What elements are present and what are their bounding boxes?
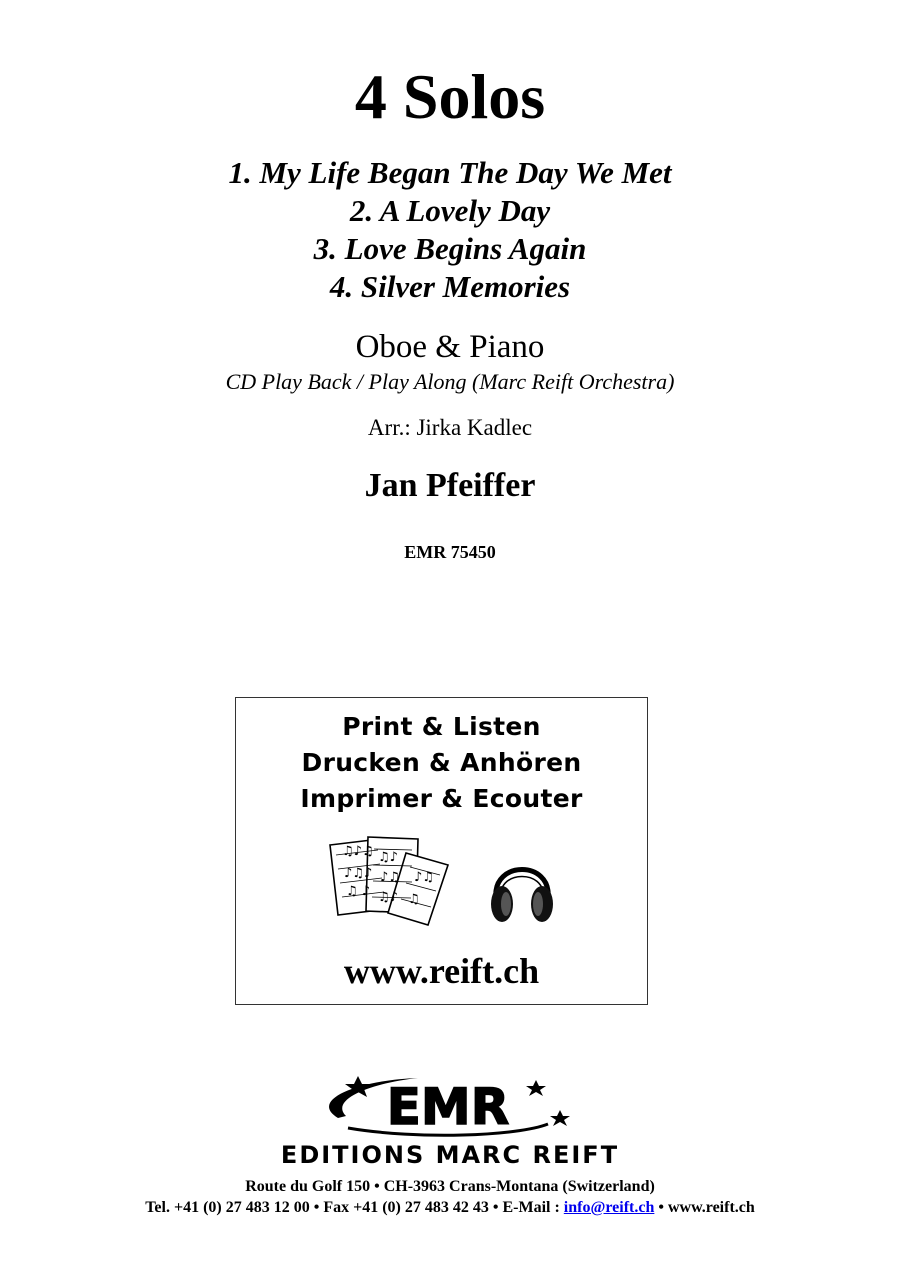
song-list — [0, 154, 900, 306]
catalog-number: EMR 75450 — [404, 542, 496, 562]
instrumentation: Oboe & Piano — [355, 329, 545, 365]
svg-text:♫ ♪: ♫ ♪ — [346, 884, 371, 899]
song-title: 3. Love Begins Again — [313, 231, 587, 266]
svg-text:♪♫♪: ♪♫♪ — [344, 866, 373, 881]
publisher-address: Route du Golf 150 • CH-3963 Crans-Montana (Switzerland) — [245, 1178, 655, 1195]
song-title: 2. A Lovely Day — [349, 193, 551, 228]
promo-line-fr: Imprimer & Ecouter — [300, 784, 583, 813]
svg-text:♪♫: ♪♫ — [380, 870, 400, 885]
svg-text:♫♪: ♫♪ — [378, 890, 398, 905]
song-title: 4. Silver Memories — [329, 269, 571, 304]
headphones-icon — [488, 848, 556, 928]
svg-text:♫: ♫ — [408, 892, 420, 907]
song-title: 1. My Life Began The Day We Met — [228, 155, 672, 190]
publisher-name: EDITIONS MARC REIFT — [280, 1141, 620, 1169]
contact-website: • www.reift.ch — [654, 1199, 755, 1216]
cd-note: CD Play Back / Play Along (Marc Reift Orchestra) — [225, 369, 675, 394]
emr-logo — [298, 1070, 598, 1140]
arranger: Arr.: Jirka Kadlec — [367, 415, 533, 440]
svg-text:♪♫: ♪♫ — [414, 870, 434, 885]
promo-line-de: Drucken & Anhören — [301, 748, 582, 777]
print-listen-box — [235, 697, 648, 1005]
contact-phone-fax: Tel. +41 (0) 27 483 12 00 • Fax +41 (0) 27 483 42 43 • E-Mail : — [145, 1199, 564, 1216]
emr-logo-text: EMR — [386, 1078, 510, 1136]
svg-text:♫♪: ♫♪ — [378, 850, 398, 865]
sheet-music-icon — [328, 833, 453, 928]
promo-url: www.reift.ch — [343, 951, 540, 991]
composer: Jan Pfeiffer — [364, 467, 536, 504]
promo-line-en: Print & Listen — [342, 712, 541, 741]
publisher-contact — [0, 1198, 900, 1218]
email-link[interactable]: info@reift.ch — [563, 1199, 655, 1216]
page-title: 4 Solos — [354, 61, 546, 132]
svg-text:♫♪♫: ♫♪♫ — [342, 844, 374, 859]
